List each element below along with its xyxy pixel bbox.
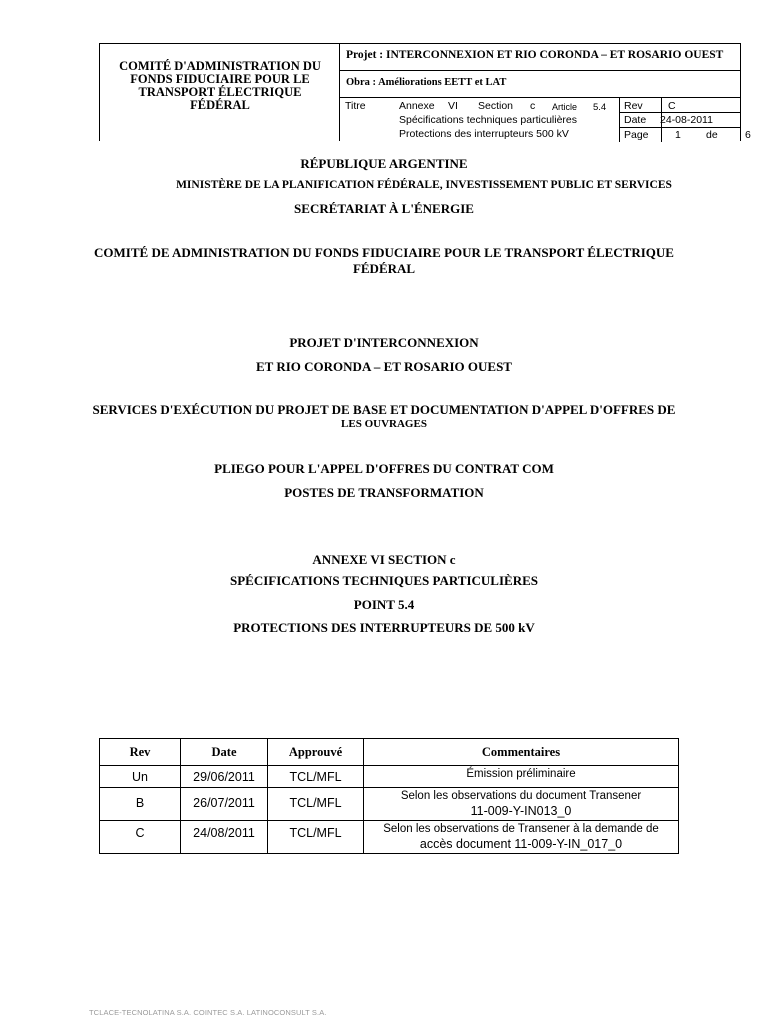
annexe-number: VI <box>448 100 458 112</box>
approved-cell: TCL/MFL <box>268 788 364 821</box>
revision-table <box>99 738 679 854</box>
services-title-line1: SERVICES D'EXÉCUTION DU PROJET DE BASE ET DOCUMENTATION D'APPEL D'OFFRES DE <box>92 402 676 417</box>
column-header-approved: Approuvé <box>268 739 364 766</box>
comment-line: Émission préliminaire <box>466 768 576 780</box>
table-row <box>100 766 679 788</box>
page-total: 6 <box>745 129 751 141</box>
tender-title: PLIEGO POUR L'APPEL D'OFFRES DU CONTRAT COM <box>214 461 554 476</box>
article-label: Article <box>552 102 578 112</box>
table-row <box>100 788 679 821</box>
rev-label: Rev <box>624 100 643 112</box>
page-label: Page <box>624 129 649 141</box>
title-grid <box>340 98 751 142</box>
secretariat-title: SECRÉTARIAT À L'ÉNERGIE <box>294 201 474 216</box>
date-cell: 29/06/2011 <box>181 766 268 788</box>
country-title: RÉPUBLIQUE ARGENTINE <box>300 156 468 171</box>
table-row <box>100 821 679 854</box>
projet-line: Projet : INTERCONNEXION ET RIO CORONDA – ET ROSARIO OUEST <box>340 44 740 71</box>
project-info-cell <box>339 43 751 141</box>
committee-title-line2: FÉDÉRAL <box>352 261 416 276</box>
approved-cell: TCL/MFL <box>268 821 364 854</box>
services-title-line2: LES OUVRAGES <box>341 418 427 430</box>
column-header-comments: Commentaires <box>364 739 679 766</box>
date-value: 24-08-2011 <box>660 114 713 126</box>
column-header-rev: Rev <box>100 739 181 766</box>
document-header <box>99 43 751 141</box>
approved-cell: TCL/MFL <box>268 766 364 788</box>
rev-cell: B <box>100 788 181 821</box>
protection-line: Protections des interrupteurs 500 kV <box>399 128 569 140</box>
section-label: Section <box>478 100 514 112</box>
page-de: de <box>706 129 718 141</box>
date-label: Date <box>624 114 647 126</box>
organization-name: COMITÉ D'ADMINISTRATION DU FONDS FIDUCIAIRE POUR LE TRANSPORT ÉLECTRIQUE FÉDÉRAL <box>119 59 321 112</box>
ministry-title: MINISTÈRE DE LA PLANIFICATION FÉDÉRALE, INVESTISSEMENT PUBLIC ET SERVICES <box>176 179 672 191</box>
comment-line: Selon les observations du document Transener <box>400 790 642 802</box>
obra-line: Obra : Améliorations EETT et LAT <box>340 71 740 98</box>
rev-cell: C <box>100 821 181 854</box>
table-header-row <box>100 739 679 766</box>
comment-line: Selon les observations de Transener à la demande de <box>383 823 659 835</box>
protections-title: PROTECTIONS DES INTERRUPTEURS DE 500 kV <box>233 620 535 635</box>
comment-cell <box>364 821 679 854</box>
spec-line: Spécifications techniques particulières <box>399 114 578 126</box>
annex-title: ANNEXE VI SECTION c <box>312 552 456 567</box>
page-number: 1 <box>675 129 681 141</box>
project-title-line1: PROJET D'INTERCONNEXION <box>289 335 479 350</box>
article-number: 5.4 <box>593 102 607 113</box>
comment-cell <box>364 766 679 788</box>
date-cell: 26/07/2011 <box>181 788 268 821</box>
page-footer: TCLACE-TECNOLATINA S.A. COINTEC S.A. LATINOCONSULT S.A. <box>89 1008 327 1017</box>
section-letter: c <box>530 100 536 112</box>
titre-label: Titre <box>345 100 366 112</box>
column-header-date: Date <box>181 739 268 766</box>
title-grid-divider <box>619 127 741 128</box>
specifications-title: SPÉCIFICATIONS TECHNIQUES PARTICULIÈRES <box>229 573 538 588</box>
rev-value: C <box>668 100 676 112</box>
committee-title-line1: COMITÉ DE ADMINISTRATION DU FONDS FIDUCIAIRE POUR LE TRANSPORT ÉLECTRIQUE <box>94 245 674 260</box>
comment-cell <box>364 788 679 821</box>
organization-cell <box>99 43 339 141</box>
point-title: POINT 5.4 <box>353 597 415 612</box>
rev-cell: Un <box>100 766 181 788</box>
date-cell: 24/08/2011 <box>181 821 268 854</box>
title-grid-divider <box>619 98 620 142</box>
substations-title: POSTES DE TRANSFORMATION <box>284 485 484 500</box>
comment-line: 11-009-Y-IN013_0 <box>470 804 572 818</box>
comment-line: accès document 11-009-Y-IN_017_0 <box>419 837 623 851</box>
annexe-label: Annexe <box>399 100 435 112</box>
project-title-line2: ET RIO CORONDA – ET ROSARIO OUEST <box>256 359 512 374</box>
